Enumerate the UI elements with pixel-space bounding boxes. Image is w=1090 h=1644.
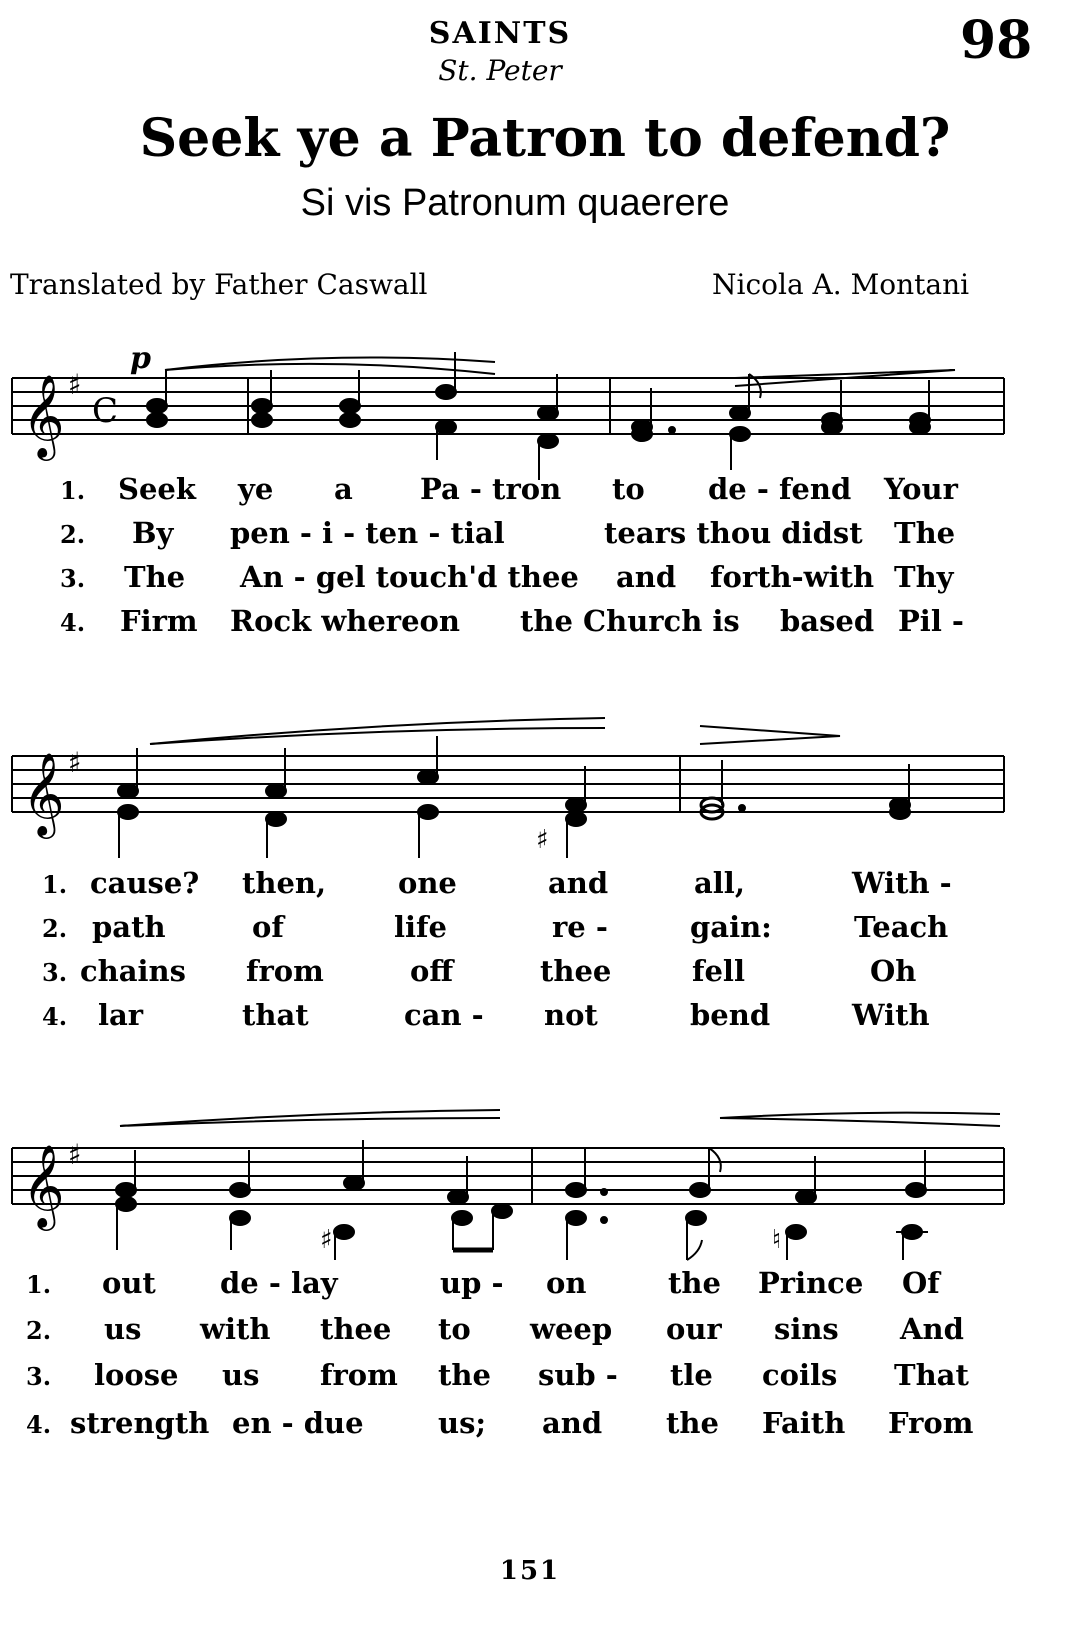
lyric-syllable: The: [124, 560, 186, 594]
lyric-syllable: weep: [530, 1312, 613, 1346]
lyric-syllable: Firm: [120, 604, 198, 638]
lyric-syllable: An - gel touch'd thee: [240, 560, 579, 594]
verse-number: 1.: [60, 476, 86, 505]
lyric-syllable: Pa - tron: [420, 472, 562, 506]
lyric-syllable: en - due: [232, 1406, 364, 1440]
lyric-syllable: With -: [852, 866, 952, 900]
lyric-syllable: From: [888, 1406, 974, 1440]
verse-number: 4.: [26, 1410, 52, 1439]
svg-text:𝄞: 𝄞: [22, 373, 65, 457]
lyric-syllable: Your: [884, 472, 958, 506]
translator-credit: Translated by Father Caswall: [10, 268, 428, 301]
lyric-syllable: ye: [238, 472, 274, 506]
lyric-syllable: With: [852, 998, 930, 1032]
music-staff-system-3: [0, 1100, 1090, 1260]
page-number: 151: [499, 1556, 561, 1586]
lyric-syllable: Prince: [758, 1266, 864, 1300]
lyric-syllable: tears thou didst: [604, 516, 863, 550]
lyric-syllable: sub -: [538, 1358, 618, 1392]
svg-text:♮: ♮: [772, 1225, 782, 1255]
lyric-syllable: with: [200, 1312, 271, 1346]
subsection-heading: St. Peter: [438, 54, 562, 87]
svg-text:♯: ♯: [536, 825, 549, 855]
lyric-syllable: the: [668, 1266, 721, 1300]
verse-number: 4.: [60, 608, 86, 637]
verse-number: 2.: [60, 520, 86, 549]
hymn-number: 98: [960, 10, 1033, 71]
lyric-syllable: a: [334, 472, 353, 506]
lyric-syllable: based: [780, 604, 875, 638]
music-staff-system-1: [0, 330, 1090, 490]
lyric-syllable: out: [102, 1266, 156, 1300]
lyric-syllable: pen - i - ten - tial: [230, 516, 505, 550]
lyric-syllable: Oh: [870, 954, 917, 988]
verse-number: 2.: [26, 1316, 52, 1345]
lyric-syllable: the Church is: [520, 604, 740, 638]
lyric-syllable: us: [104, 1312, 142, 1346]
lyric-syllable: lar: [98, 998, 144, 1032]
svg-text:C: C: [92, 391, 119, 431]
lyric-syllable: on: [546, 1266, 587, 1300]
lyric-syllable: gain:: [690, 910, 772, 944]
lyric-syllable: then,: [242, 866, 327, 900]
lyric-syllable: to: [438, 1312, 471, 1346]
lyric-syllable: fell: [692, 954, 745, 988]
lyric-syllable: coils: [762, 1358, 838, 1392]
lyric-syllable: And: [900, 1312, 964, 1346]
lyric-syllable: and: [548, 866, 609, 900]
lyric-syllable: chains: [80, 954, 186, 988]
lyric-syllable: loose: [94, 1358, 179, 1392]
music-staff-system-2: [0, 708, 1090, 868]
lyric-syllable: The: [894, 516, 956, 550]
lyric-syllable: Thy: [894, 560, 954, 594]
verse-number: 1.: [26, 1270, 52, 1299]
lyric-syllable: can -: [404, 998, 484, 1032]
lyric-syllable: thee: [320, 1312, 392, 1346]
section-heading: SAINTS: [428, 16, 572, 51]
hymn-title: Seek ye a Patron to defend?: [139, 108, 951, 169]
lyric-syllable: tle: [670, 1358, 713, 1392]
lyric-syllable: de - lay: [220, 1266, 338, 1300]
lyric-syllable: Seek: [118, 472, 196, 506]
lyric-syllable: and: [616, 560, 677, 594]
lyric-syllable: cause?: [90, 866, 200, 900]
lyric-syllable: Teach: [854, 910, 949, 944]
lyric-syllable: not: [544, 998, 598, 1032]
latin-title: Si vis Patronum quaerere: [300, 182, 730, 224]
lyric-syllable: the: [666, 1406, 719, 1440]
lyric-syllable: up -: [440, 1266, 504, 1300]
lyric-syllable: of: [252, 910, 284, 944]
verse-number: 3.: [42, 958, 68, 987]
lyric-syllable: That: [894, 1358, 969, 1392]
svg-text:♯: ♯: [68, 746, 82, 779]
verse-number: 3.: [60, 564, 86, 593]
lyric-syllable: our: [666, 1312, 722, 1346]
lyric-syllable: Faith: [762, 1406, 846, 1440]
lyric-syllable: sins: [774, 1312, 839, 1346]
lyric-syllable: Of: [902, 1266, 940, 1300]
lyric-syllable: Rock whereon: [230, 604, 460, 638]
lyric-syllable: off: [410, 954, 454, 988]
lyric-syllable: us: [222, 1358, 260, 1392]
lyric-syllable: path: [92, 910, 166, 944]
verse-number: 4.: [42, 1002, 68, 1031]
lyric-syllable: one: [398, 866, 457, 900]
lyric-syllable: from: [320, 1358, 398, 1392]
lyric-syllable: strength: [70, 1406, 210, 1440]
lyric-syllable: thee: [540, 954, 612, 988]
lyric-syllable: the: [438, 1358, 491, 1392]
lyric-syllable: from: [246, 954, 324, 988]
svg-text:♯: ♯: [68, 368, 82, 401]
lyric-syllable: Pil -: [898, 604, 964, 638]
svg-text:𝄞: 𝄞: [22, 1143, 65, 1227]
svg-text:𝄞: 𝄞: [22, 751, 65, 835]
lyric-syllable: bend: [690, 998, 771, 1032]
svg-text:♯: ♯: [320, 1225, 333, 1255]
lyric-syllable: all,: [694, 866, 745, 900]
lyric-syllable: us;: [438, 1406, 487, 1440]
dynamic-marking: p: [130, 341, 151, 376]
composer-credit: Nicola A. Montani: [712, 268, 970, 301]
lyric-syllable: that: [242, 998, 309, 1032]
lyric-syllable: de - fend: [708, 472, 852, 506]
verse-number: 3.: [26, 1362, 52, 1391]
lyric-syllable: and: [542, 1406, 603, 1440]
lyric-syllable: re -: [552, 910, 608, 944]
lyric-syllable: life: [394, 910, 447, 944]
verse-number: 2.: [42, 914, 68, 943]
svg-text:♯: ♯: [68, 1138, 82, 1171]
lyric-syllable: to: [612, 472, 645, 506]
lyric-syllable: forth-with: [710, 560, 875, 594]
lyric-syllable: By: [132, 516, 174, 550]
verse-number: 1.: [42, 870, 68, 899]
